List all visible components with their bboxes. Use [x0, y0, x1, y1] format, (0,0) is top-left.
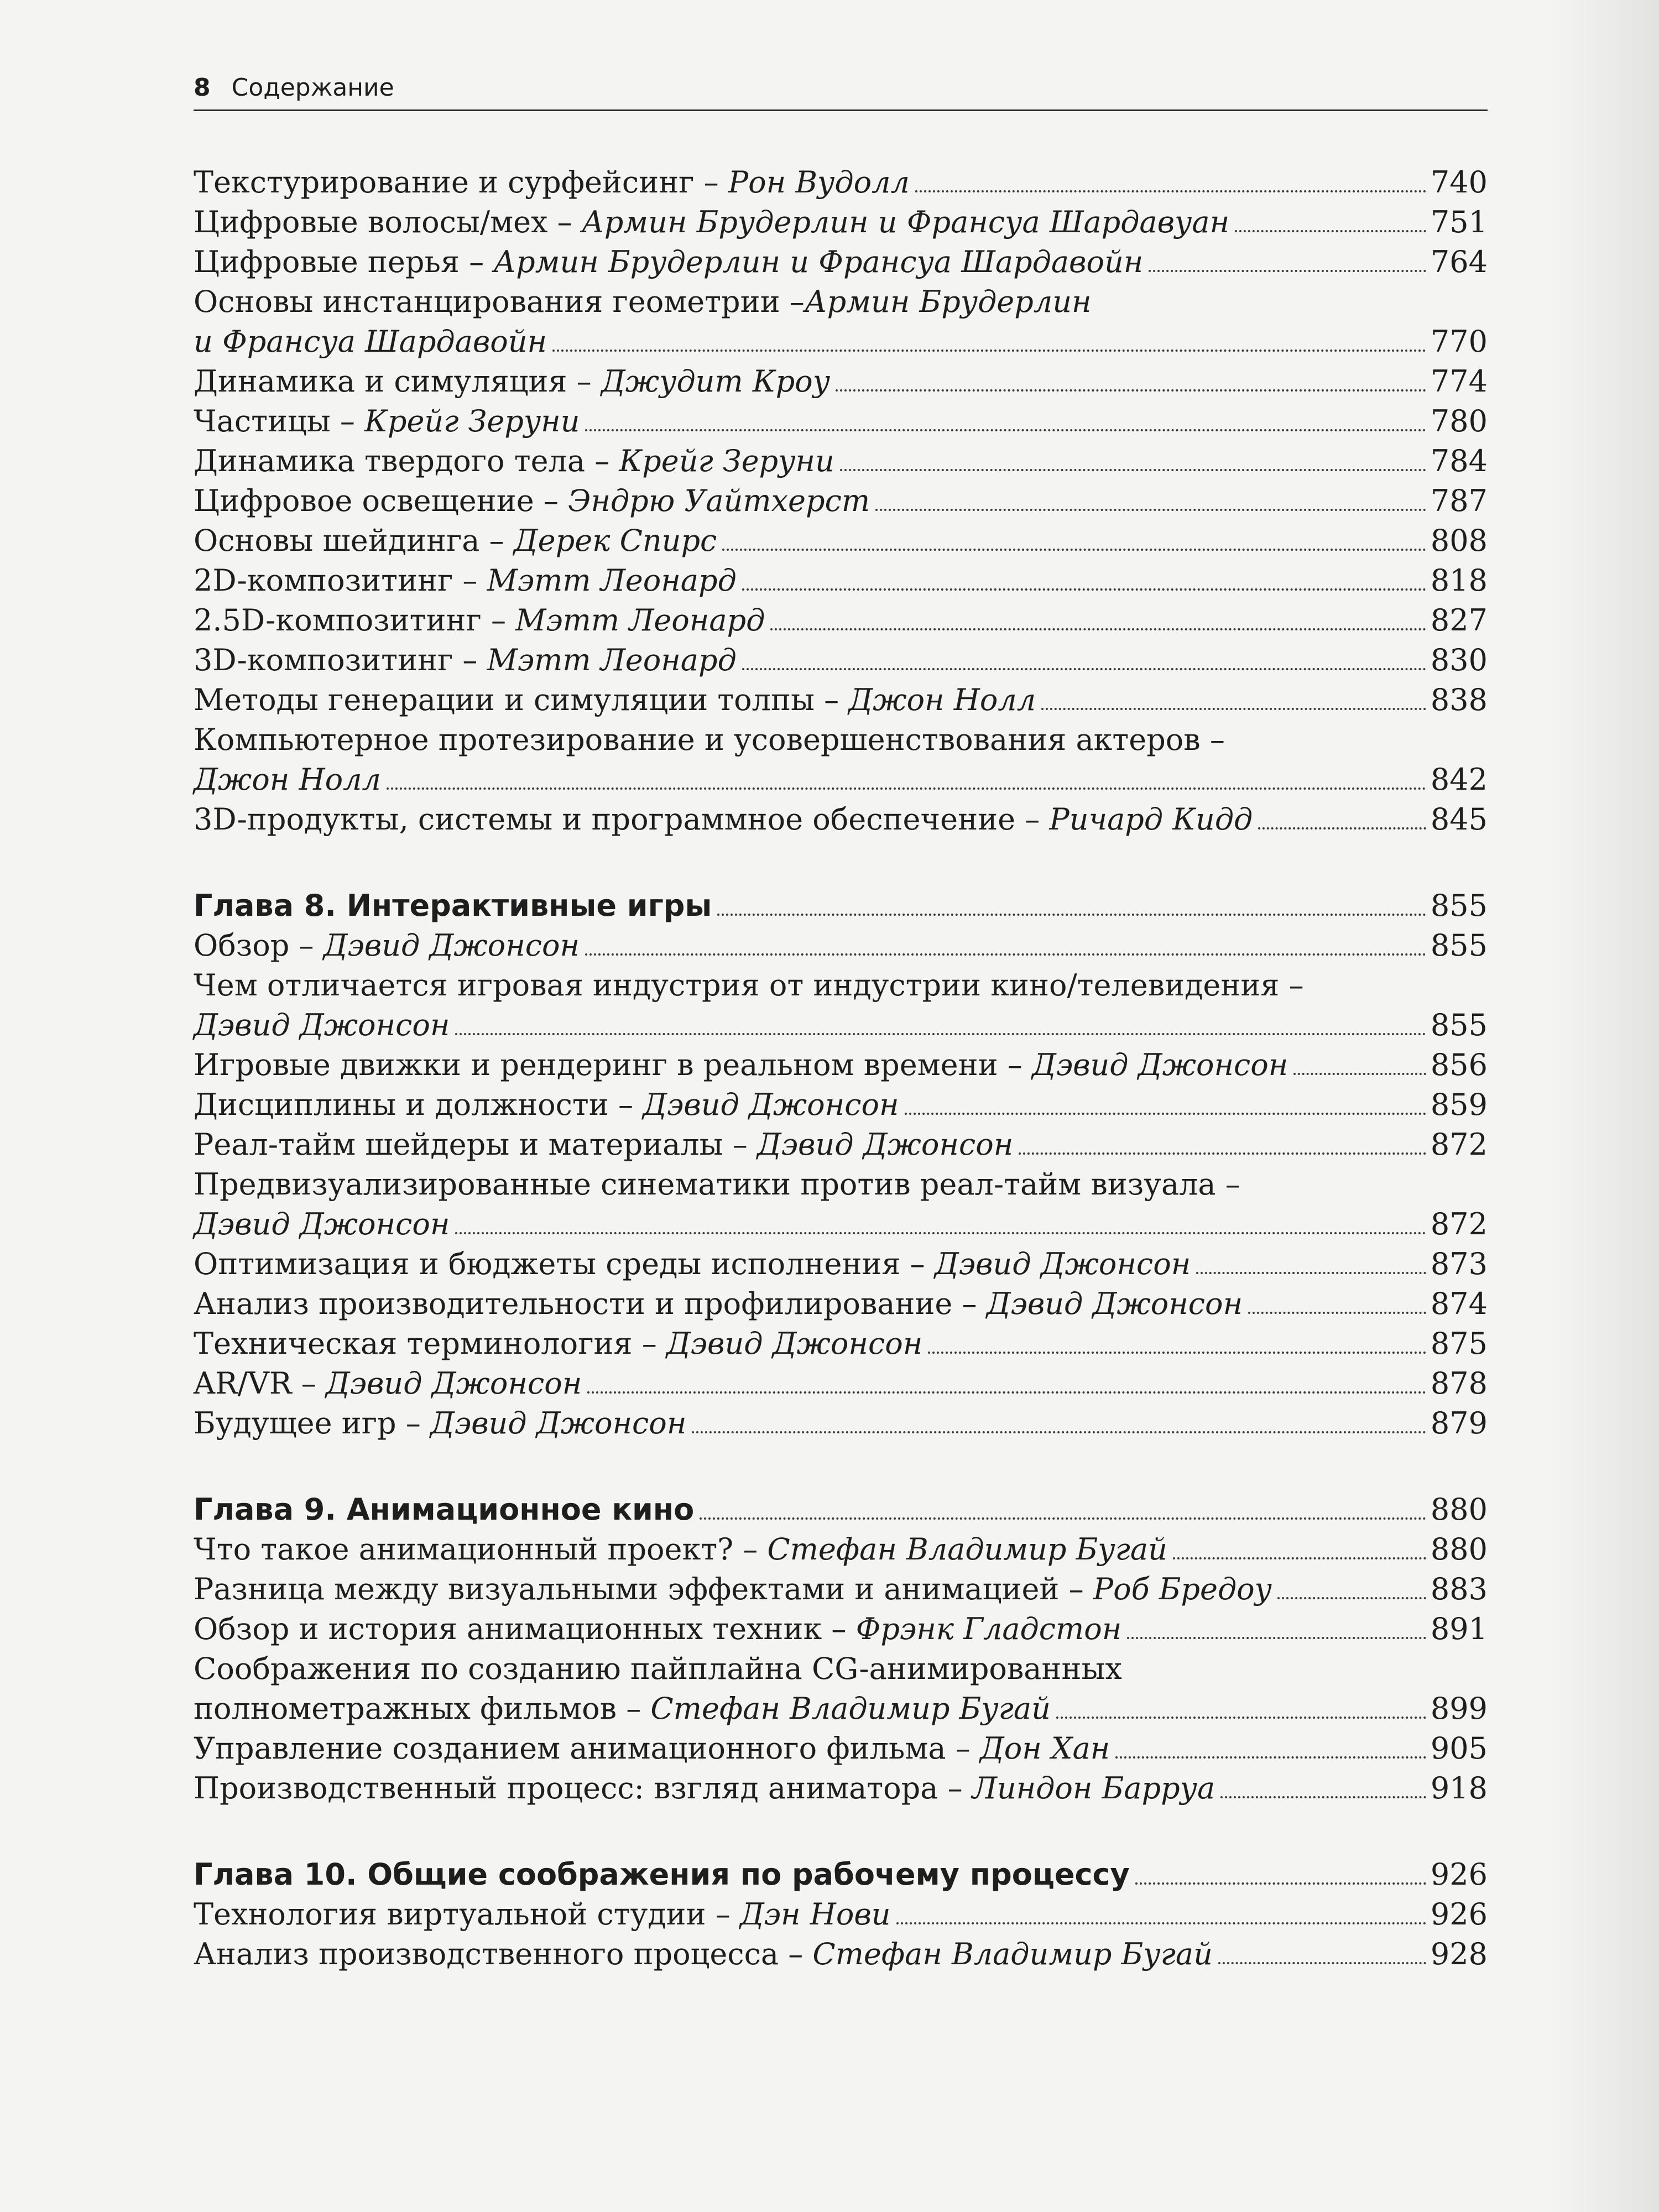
entry-page: 859 [1430, 1087, 1488, 1122]
entry-page: 891 [1430, 1611, 1488, 1646]
entry-line [194, 1045, 1488, 1085]
entry-author: Эндрю Уайтхерст [568, 483, 870, 518]
dot-leader [722, 549, 1426, 551]
toc-entry [194, 1085, 1488, 1125]
dot-leader [905, 1113, 1426, 1115]
dot-leader [928, 1352, 1426, 1354]
dot-leader [387, 787, 1426, 790]
entry-author: Армин Брудерлин и Франсуа Шардавойн [493, 244, 1144, 279]
entry-author: Линдон Барруа [972, 1771, 1215, 1806]
chapter-heading [194, 1490, 1488, 1530]
toc-entry [194, 1609, 1488, 1649]
entry-author: Стефан Владимир Бугай [767, 1532, 1167, 1567]
entry-title: Основы инстанцирования геометрии – [194, 284, 805, 319]
toc-entry [194, 720, 1488, 800]
toc-entry [194, 362, 1488, 401]
entry-page: 842 [1430, 762, 1488, 797]
entry-title: Реал-тайм шейдеры и материалы – [194, 1127, 748, 1162]
toc-entry [194, 1649, 1488, 1729]
dot-leader [1041, 708, 1426, 710]
header-rule [194, 109, 1488, 111]
toc-entry [194, 163, 1488, 202]
dot-leader [717, 914, 1426, 916]
entry-author: Дэвид Джонсон [986, 1286, 1243, 1321]
entry-author: Армин Брудерлин и Франсуа Шардавуан [581, 205, 1230, 239]
entry-author: Роб Бредоу [1093, 1572, 1272, 1606]
entry-title: 3D-композитинг – [194, 643, 478, 677]
dot-leader [1149, 270, 1426, 272]
entry-title: 3D-продукты, системы и программное обеспечение – [194, 802, 1040, 837]
entry-page: 855 [1430, 1008, 1488, 1042]
entry-title: Анализ производительности и профилирование – [194, 1286, 977, 1321]
entry-page: 899 [1430, 1691, 1488, 1726]
entry-page: 926 [1430, 1897, 1488, 1932]
entry-page: 855 [1430, 928, 1488, 963]
chapter-page: 926 [1430, 1857, 1488, 1892]
entry-author: Дон Хан [979, 1731, 1110, 1766]
toc-entry [194, 481, 1488, 521]
dot-leader [1248, 1312, 1426, 1314]
dot-leader [742, 588, 1426, 591]
entry-line [194, 163, 1488, 202]
page-number: 8 [194, 73, 211, 102]
toc-entry [194, 1125, 1488, 1165]
entry-author: и Франсуа Шардавойн [194, 324, 547, 359]
entry-author: Дэвид Джонсон [666, 1326, 923, 1361]
entry-title: Дисциплины и должности – [194, 1087, 633, 1122]
entry-author: Дэвид Джонсон [194, 1008, 450, 1042]
dot-leader [1235, 230, 1426, 232]
toc-entry [194, 1244, 1488, 1284]
toc-entry [194, 401, 1488, 441]
entry-author: Джон Нолл [848, 682, 1036, 717]
entry-page: 838 [1430, 682, 1488, 717]
dot-leader [585, 953, 1426, 956]
entry-line [194, 1895, 1488, 1934]
entry-page: 808 [1430, 523, 1488, 558]
entry-author: Дэвид Джонсон [194, 1207, 450, 1241]
entry-title: Частицы – [194, 404, 355, 439]
toc-entry [194, 800, 1488, 839]
entry-title: полнометражных фильмов – [194, 1691, 641, 1726]
toc-entry [194, 1324, 1488, 1364]
entry-author: Дэвид Джонсон [1031, 1047, 1288, 1082]
toc-entry [194, 640, 1488, 680]
entry-author: Дэвид Джонсон [934, 1246, 1191, 1281]
dot-leader [455, 1033, 1426, 1035]
entry-author: Дэвид Джонсон [323, 928, 580, 963]
entry-title: Цифровые перья – [194, 244, 484, 279]
entry-line [194, 640, 1488, 680]
entry-line [194, 401, 1488, 441]
entry-line [194, 322, 1488, 362]
chapter-page: 880 [1430, 1492, 1488, 1527]
entry-title: Управление созданием анимационного фильма – [194, 1731, 971, 1766]
dot-leader [1019, 1152, 1426, 1155]
entry-first-line [194, 282, 1488, 322]
entry-line [194, 1729, 1488, 1768]
entry-line [194, 1768, 1488, 1808]
entry-line [194, 1005, 1488, 1045]
entry-line [194, 1404, 1488, 1443]
entry-line [194, 1324, 1488, 1364]
entry-author: Дэвид Джонсон [757, 1127, 1014, 1162]
entry-title: Основы шейдинга – [194, 523, 504, 558]
entry-page: 818 [1430, 563, 1488, 598]
toc-entry [194, 1569, 1488, 1609]
dot-leader [1218, 1962, 1426, 1964]
dot-leader [836, 389, 1426, 392]
entry-line [194, 1689, 1488, 1729]
entry-page: 764 [1430, 244, 1488, 279]
dot-leader [770, 628, 1426, 630]
entry-title: Динамика и симуляция – [194, 364, 592, 399]
entry-title: Что такое анимационный проект? – [194, 1532, 758, 1567]
toc-entry [194, 1768, 1488, 1808]
entry-title: Предвизуализированные синематики против реал-тайм визуала – [194, 1167, 1240, 1202]
entry-page: 928 [1430, 1937, 1488, 1971]
entry-page: 784 [1430, 444, 1488, 478]
toc-entry [194, 1895, 1488, 1934]
entry-line [194, 242, 1488, 282]
entry-author: Стефан Владимир Бугай [812, 1937, 1213, 1971]
dot-leader [1277, 1597, 1426, 1599]
toc-entry [194, 282, 1488, 362]
dot-leader [1196, 1272, 1426, 1274]
running-head [194, 65, 1488, 109]
entry-title: Компьютерное протезирование и усовершенствования актеров – [194, 722, 1225, 757]
entry-author: Дерек Спирс [513, 523, 717, 558]
dot-leader [1135, 1882, 1426, 1885]
entry-line [194, 1530, 1488, 1569]
toc-entry [194, 1729, 1488, 1768]
entry-title: Анализ производственного процесса – [194, 1937, 804, 1971]
toc-entry [194, 601, 1488, 640]
entry-page: 751 [1430, 205, 1488, 239]
entry-author: Джон Нолл [194, 762, 381, 797]
entry-page: 880 [1430, 1532, 1488, 1567]
chapter-page: 855 [1430, 888, 1488, 923]
entry-author: Фрэнк Гладстон [855, 1611, 1122, 1646]
toc-entry [194, 926, 1488, 966]
entry-page: 787 [1430, 483, 1488, 518]
entry-line [194, 680, 1488, 720]
entry-title: Динамика твердого тела – [194, 444, 610, 478]
entry-author: Стефан Владимир Бугай [650, 1691, 1051, 1726]
toc-entry [194, 1165, 1488, 1244]
entry-line [194, 760, 1488, 800]
entry-author: Крейг Зеруни [364, 404, 580, 439]
dot-leader [455, 1232, 1426, 1234]
toc-entry [194, 966, 1488, 1045]
entry-line [194, 521, 1488, 561]
entry-line [194, 1085, 1488, 1125]
entry-line [194, 202, 1488, 242]
entry-page: 872 [1430, 1207, 1488, 1241]
dot-leader [875, 509, 1426, 511]
entry-first-line [194, 966, 1488, 1005]
entry-author: Мэтт Леонард [487, 563, 737, 598]
entry-line [194, 1609, 1488, 1649]
toc-entry [194, 202, 1488, 242]
entry-line [194, 926, 1488, 966]
entry-page: 780 [1430, 404, 1488, 439]
toc-entry [194, 242, 1488, 282]
entry-author: Дэвид Джонсон [430, 1406, 687, 1441]
entry-author: Рон Вудолл [728, 165, 910, 200]
dot-leader [896, 1922, 1426, 1924]
toc-entry [194, 1284, 1488, 1324]
entry-page: 845 [1430, 802, 1488, 837]
entry-page: 856 [1430, 1047, 1488, 1082]
toc-entry [194, 1934, 1488, 1974]
entry-line [194, 561, 1488, 601]
entry-title: AR/VR – [194, 1366, 316, 1401]
dot-leader [1127, 1637, 1426, 1639]
entry-title: Разница между визуальными эффектами и анимацией – [194, 1572, 1084, 1606]
section-title: Содержание [231, 73, 394, 102]
entry-title: Оптимизация и бюджеты среды исполнения – [194, 1246, 925, 1281]
dot-leader [1293, 1073, 1426, 1075]
entry-line [194, 800, 1488, 839]
dot-leader [1258, 827, 1426, 830]
entry-page: 883 [1430, 1572, 1488, 1606]
entry-page: 830 [1430, 643, 1488, 677]
dot-leader [742, 668, 1426, 670]
entry-line [194, 1204, 1488, 1244]
entry-author: Дэвид Джонсон [325, 1366, 582, 1401]
entry-line [194, 1934, 1488, 1974]
table-of-contents [194, 163, 1488, 1974]
entry-page: 878 [1430, 1366, 1488, 1401]
entry-title: Методы генерации и симуляции толпы – [194, 682, 839, 717]
entry-line [194, 1364, 1488, 1404]
entry-page: 827 [1430, 603, 1488, 638]
entry-page: 740 [1430, 165, 1488, 200]
entry-author: Дэн Нови [739, 1897, 891, 1932]
entry-first-line [194, 720, 1488, 760]
entry-line [194, 1569, 1488, 1609]
entry-title: Техническая терминология – [194, 1326, 657, 1361]
chapter-title: Глава 9. Анимационное кино [194, 1492, 695, 1527]
page-edge-shadow [1548, 0, 1659, 2212]
entry-page: 873 [1430, 1246, 1488, 1281]
entry-line [194, 601, 1488, 640]
entry-title: Текстурирование и сурфейсинг – [194, 165, 719, 200]
entry-title: 2D-композитинг – [194, 563, 478, 598]
entry-page: 774 [1430, 364, 1488, 399]
entry-line [194, 1125, 1488, 1165]
entry-author: Мэтт Леонард [515, 603, 765, 638]
dot-leader [1173, 1557, 1426, 1559]
toc-entry [194, 1530, 1488, 1569]
chapter-heading [194, 1855, 1488, 1895]
entry-page: 770 [1430, 324, 1488, 359]
entry-line [194, 481, 1488, 521]
dot-leader [587, 1391, 1426, 1394]
entry-title: Обзор – [194, 928, 314, 963]
dot-leader [585, 429, 1426, 431]
toc-entry [194, 1404, 1488, 1443]
dot-leader [915, 190, 1426, 192]
entry-line [194, 441, 1488, 481]
entry-page: 918 [1430, 1771, 1488, 1806]
entry-author: Дэвид Джонсон [643, 1087, 899, 1122]
entry-author: Джудит Кроу [601, 364, 831, 399]
entry-page: 905 [1430, 1731, 1488, 1766]
entry-title: Цифровые волосы/мех – [194, 205, 572, 239]
toc-entry [194, 1045, 1488, 1085]
toc-entry [194, 1364, 1488, 1404]
entry-line [194, 1284, 1488, 1324]
chapter-title: Глава 10. Общие соображения по рабочему процессу [194, 1857, 1130, 1892]
dot-leader [840, 469, 1426, 471]
toc-entry [194, 521, 1488, 561]
entry-author: Крейг Зеруни [619, 444, 834, 478]
entry-page: 879 [1430, 1406, 1488, 1441]
entry-line [194, 362, 1488, 401]
entry-title: Игровые движки и рендеринг в реальном времени – [194, 1047, 1022, 1082]
dot-leader [700, 1517, 1426, 1520]
toc-entry [194, 561, 1488, 601]
entry-first-line [194, 1649, 1488, 1689]
entry-page: 872 [1430, 1127, 1488, 1162]
entry-title: 2.5D-композитинг – [194, 603, 506, 638]
dot-leader [692, 1431, 1426, 1433]
entry-title: Будущее игр – [194, 1406, 421, 1441]
dot-leader [1115, 1756, 1426, 1759]
entry-author: Армин Брудерлин [804, 284, 1092, 319]
toc-entry [194, 680, 1488, 720]
entry-title: Чем отличается игровая индустрия от индустрии кино/телевидения – [194, 968, 1304, 1003]
entry-page: 875 [1430, 1326, 1488, 1361]
entry-title: Производственный процесс: взгляд аниматора – [194, 1771, 963, 1806]
entry-title: Цифровое освещение – [194, 483, 559, 518]
entry-title: Обзор и история анимационных техник – [194, 1611, 847, 1646]
dot-leader [552, 349, 1426, 352]
entry-author: Ричард Кидд [1049, 802, 1253, 837]
entry-first-line [194, 1165, 1488, 1204]
chapter-heading [194, 886, 1488, 926]
toc-entry [194, 441, 1488, 481]
entry-line [194, 1244, 1488, 1284]
entry-title: Соображения по созданию пайплайна CG-анимированных [194, 1651, 1122, 1686]
entry-title: Технология виртуальной студии – [194, 1897, 731, 1932]
entry-page: 874 [1430, 1286, 1488, 1321]
dot-leader [1220, 1796, 1426, 1798]
dot-leader [1056, 1717, 1426, 1719]
entry-author: Мэтт Леонард [487, 643, 737, 677]
chapter-title: Глава 8. Интерактивные игры [194, 888, 712, 923]
